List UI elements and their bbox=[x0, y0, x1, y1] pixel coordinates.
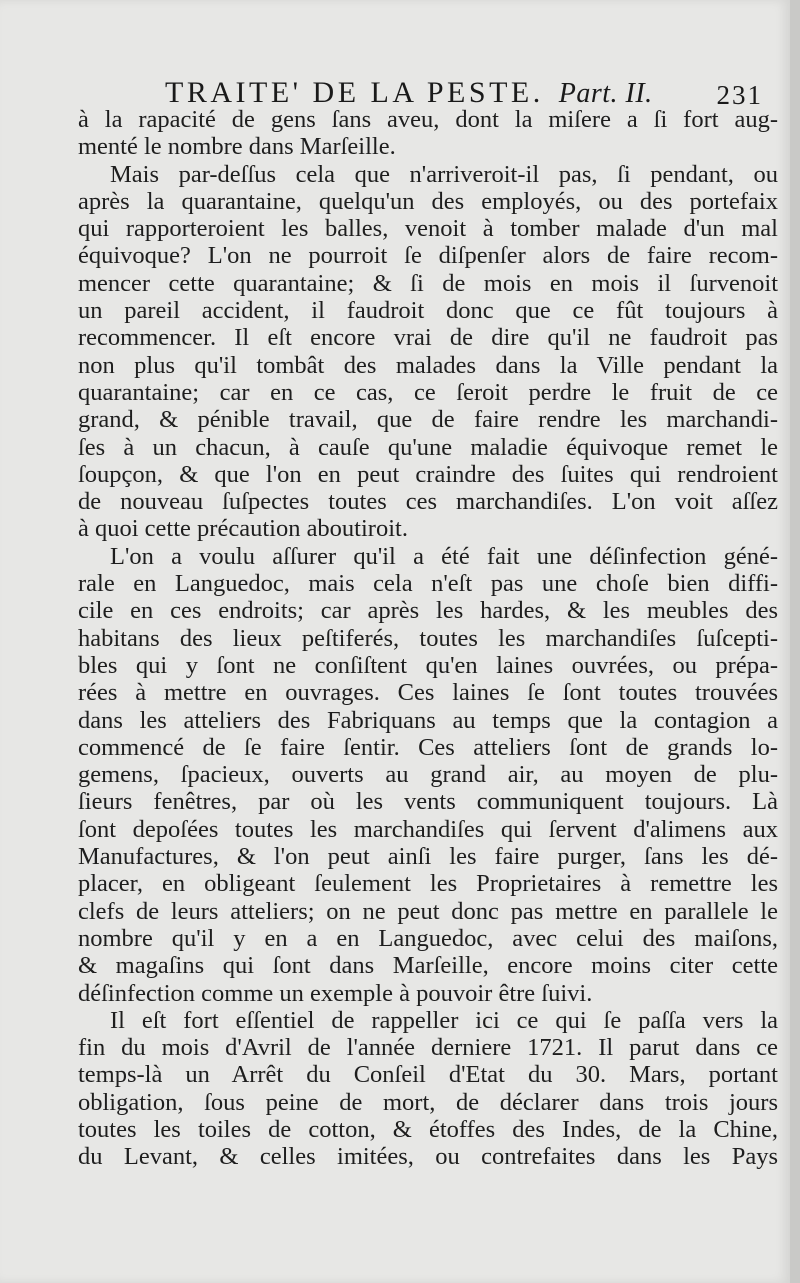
text-line: placer, en obligeant ſeulement les Proprietaires à remettre les bbox=[78, 870, 778, 898]
page-number: 231 bbox=[716, 80, 763, 110]
text-line: nombre qu'il y en a en Languedoc, avec celui des maiſons, bbox=[78, 924, 778, 952]
text-line: de nouveau ſuſpectes toutes ces marchandiſes. L'on voit aſſez bbox=[78, 488, 778, 516]
text-line: menté le nombre dans Marſeille. bbox=[78, 133, 396, 161]
text-line: rées à mettre en ouvrages. Ces laines ſe ſont toutes trouvées bbox=[78, 679, 778, 707]
text-line: ſont depoſées toutes les marchandiſes qui ſervent d'alimens aux bbox=[78, 815, 778, 843]
text-line: déſinfection comme un exemple à pouvoir être ſuivi. bbox=[78, 979, 593, 1007]
text-line: cile en ces endroits; car après les hardes, & les meubles des bbox=[78, 597, 778, 625]
text-line: habitans des lieux peſtiferés, toutes les marchandiſes ſuſcepti- bbox=[78, 624, 778, 652]
text-line: ſieurs fenêtres, par où les vents communiquent toujours. Là bbox=[78, 788, 778, 816]
text-line: à la rapacité de gens ſans aveu, dont la miſere a ſi fort aug- bbox=[78, 106, 778, 133]
text-line: du Levant, & celles imitées, ou contrefaites dans les Pays bbox=[78, 1143, 778, 1171]
header-title-text: TRAITE' DE LA PESTE. bbox=[165, 76, 544, 109]
text-line: quarantaine; car en ce cas, ce ſeroit perdre le fruit de ce bbox=[78, 378, 778, 406]
text-line: recommencer. Il eſt encore vrai de dire qu'il ne faudroit pas bbox=[78, 324, 778, 352]
text-line: un pareil accident, il faudroit donc que ce fût toujours à bbox=[78, 297, 778, 325]
text-line: à quoi cette précaution aboutiroit. bbox=[78, 515, 408, 543]
text-line: Mais par-deſſus cela que n'arriveroit-il pas, ſi pendant, ou bbox=[110, 160, 778, 188]
page-edge bbox=[790, 0, 800, 1283]
text-line: rale en Languedoc, mais cela n'eſt pas une choſe bien diffi- bbox=[78, 570, 778, 598]
text-line: équivoque? L'on ne pourroit ſe diſpenſer alors de faire recom- bbox=[78, 242, 778, 270]
body-text bbox=[78, 106, 778, 1171]
text-line: qui rapporteroient les balles, venoit à tomber malade d'un mal bbox=[78, 215, 778, 243]
text-line: commencé de ſe faire ſentir. Ces atteliers ſont de grands lo- bbox=[78, 733, 778, 761]
text-line: & magaſins qui ſont dans Marſeille, encore moins citer cette bbox=[78, 952, 778, 980]
text-line: toutes les toiles de cotton, & étoffes des Indes, de la Chine, bbox=[78, 1115, 778, 1143]
text-line: temps-là un Arrêt du Conſeil d'Etat du 30. Mars, portant bbox=[78, 1061, 778, 1089]
text-line: ſoupçon, & que l'on en peut craindre des ſuites qui rendroient bbox=[78, 460, 778, 488]
text-line: obligation, ſous peine de mort, de déclarer dans trois jours bbox=[78, 1088, 778, 1116]
text-line: L'on a voulu aſſurer qu'il a été fait une déſinfection géné- bbox=[110, 542, 778, 570]
text-line: Manufactures, & l'on peut ainſi les faire purger, ſans les dé- bbox=[78, 843, 778, 871]
text-line: fin du mois d'Avril de l'année derniere 1721. Il parut dans ce bbox=[78, 1034, 778, 1062]
text-line: après la quarantaine, quelqu'un des employés, ou des portefaix bbox=[78, 187, 778, 215]
text-line: mencer cette quarantaine; & ſi de mois en mois il ſurvenoit bbox=[78, 269, 778, 297]
header-title bbox=[165, 76, 653, 110]
text-line: dans les atteliers des Fabriquans au temps que la contagion a bbox=[78, 706, 778, 734]
text-line: Il eſt fort eſſentiel de rappeller ici ce qui ſe paſſa vers la bbox=[110, 1006, 778, 1034]
text-line: non plus qu'il tombât des malades dans la Ville pendant la bbox=[78, 351, 778, 379]
header-part: Part. II. bbox=[558, 78, 653, 109]
text-line: clefs de leurs atteliers; on ne peut donc pas mettre en parallele le bbox=[78, 897, 778, 925]
text-line: bles qui y ſont ne conſiſtent qu'en laines ouvrées, ou prépa- bbox=[78, 651, 778, 679]
text-line: grand, & pénible travail, que de faire rendre les marchandi- bbox=[78, 406, 778, 434]
text-line: ſes à un chacun, à cauſe qu'une maladie équivoque remet le bbox=[78, 433, 778, 461]
text-line: gemens, ſpacieux, ouverts au grand air, au moyen de plu- bbox=[78, 761, 778, 789]
